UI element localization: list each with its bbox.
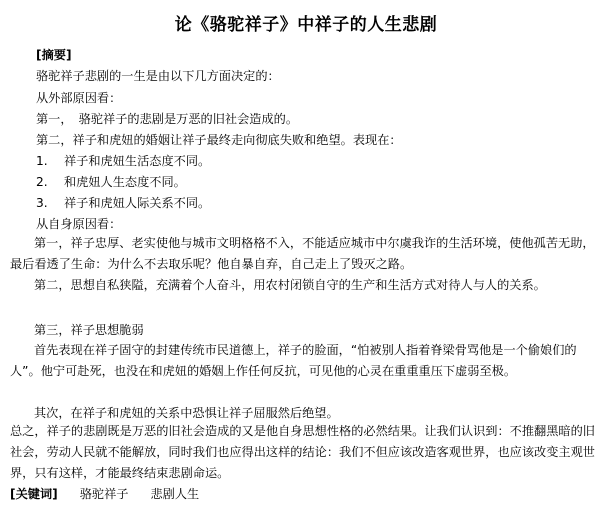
abstract-heading: [摘要] bbox=[36, 48, 72, 62]
detail-paragraph-2: 其次，在祥子和虎妞的关系中恐惧让祥子屈服然后绝望。 bbox=[34, 406, 339, 420]
list-item-2 bbox=[36, 174, 186, 190]
external-reason-1: 第一， 骆驼祥子的悲剧是万恶的旧社会造成的。 bbox=[36, 112, 299, 126]
list-number: 2. bbox=[36, 175, 48, 189]
internal-reason-1: 第一，祥子忠厚、老实使他与城市文明格格不入，不能适应城市中尔虞我诈的生活环境，使他孤苦无助，最后看透了生命：为什么不去取乐呢？他自暴自弃，自己走上了毁灭之路。 bbox=[10, 236, 595, 271]
keywords-row bbox=[10, 486, 199, 502]
internal-heading: 从自身原因看： bbox=[36, 217, 122, 231]
list-number: 1. bbox=[36, 154, 48, 168]
list-item-1 bbox=[36, 153, 210, 169]
list-text: 祥子和虎妞人际关系不同。 bbox=[64, 196, 211, 210]
keyword: 骆驼祥子 bbox=[79, 487, 129, 501]
keyword: 悲剧人生 bbox=[150, 487, 200, 501]
intro-line: 骆驼祥子悲剧的一生是由以下几方面决定的： bbox=[36, 69, 280, 83]
conclusion-paragraph: 总之，祥子的悲剧既是万恶的旧社会造成的又是他自身思想性格的必然结果。让我们认识到：不推翻黑暗的旧社会，劳动人民就不能解放，同时我们也应得出这样的结论：我们不但应该改造客观世界，也应该改变主观世界，只有这样，才能最终结束悲剧命运。 bbox=[10, 424, 595, 480]
document-title: 论《骆驼祥子》中祥子的人生悲剧 bbox=[174, 15, 438, 35]
detail-paragraph-1: 首先表现在祥子固守的封建传统市民道德上，祥子的脸面，“怕被别人指着脊梁骨骂他是一个偷娘们的人”。他宁可赴死，也没在和虎妞的婚姻上作任何反抗，可见他的心灵在重重重压下虚弱至极。 bbox=[10, 343, 577, 378]
external-reason-2: 第二，祥子和虎妞的婚姻让祥子最终走向彻底失败和绝望。表现在： bbox=[36, 133, 402, 147]
external-heading: 从外部原因看： bbox=[36, 91, 122, 105]
list-item-3 bbox=[36, 195, 210, 211]
list-number: 3. bbox=[36, 196, 48, 210]
list-text: 和虎妞人生态度不同。 bbox=[64, 175, 186, 189]
list-text: 祥子和虎妞生活态度不同。 bbox=[64, 154, 211, 168]
internal-reason-3: 第三，祥子思想脆弱 bbox=[34, 323, 144, 337]
keywords-label: [关键词] bbox=[10, 487, 58, 501]
internal-reason-2: 第二，思想自私狭隘，充满着个人奋斗，用农村闭锁自守的生产和生活方式对待人与人的关系。 bbox=[34, 278, 546, 292]
